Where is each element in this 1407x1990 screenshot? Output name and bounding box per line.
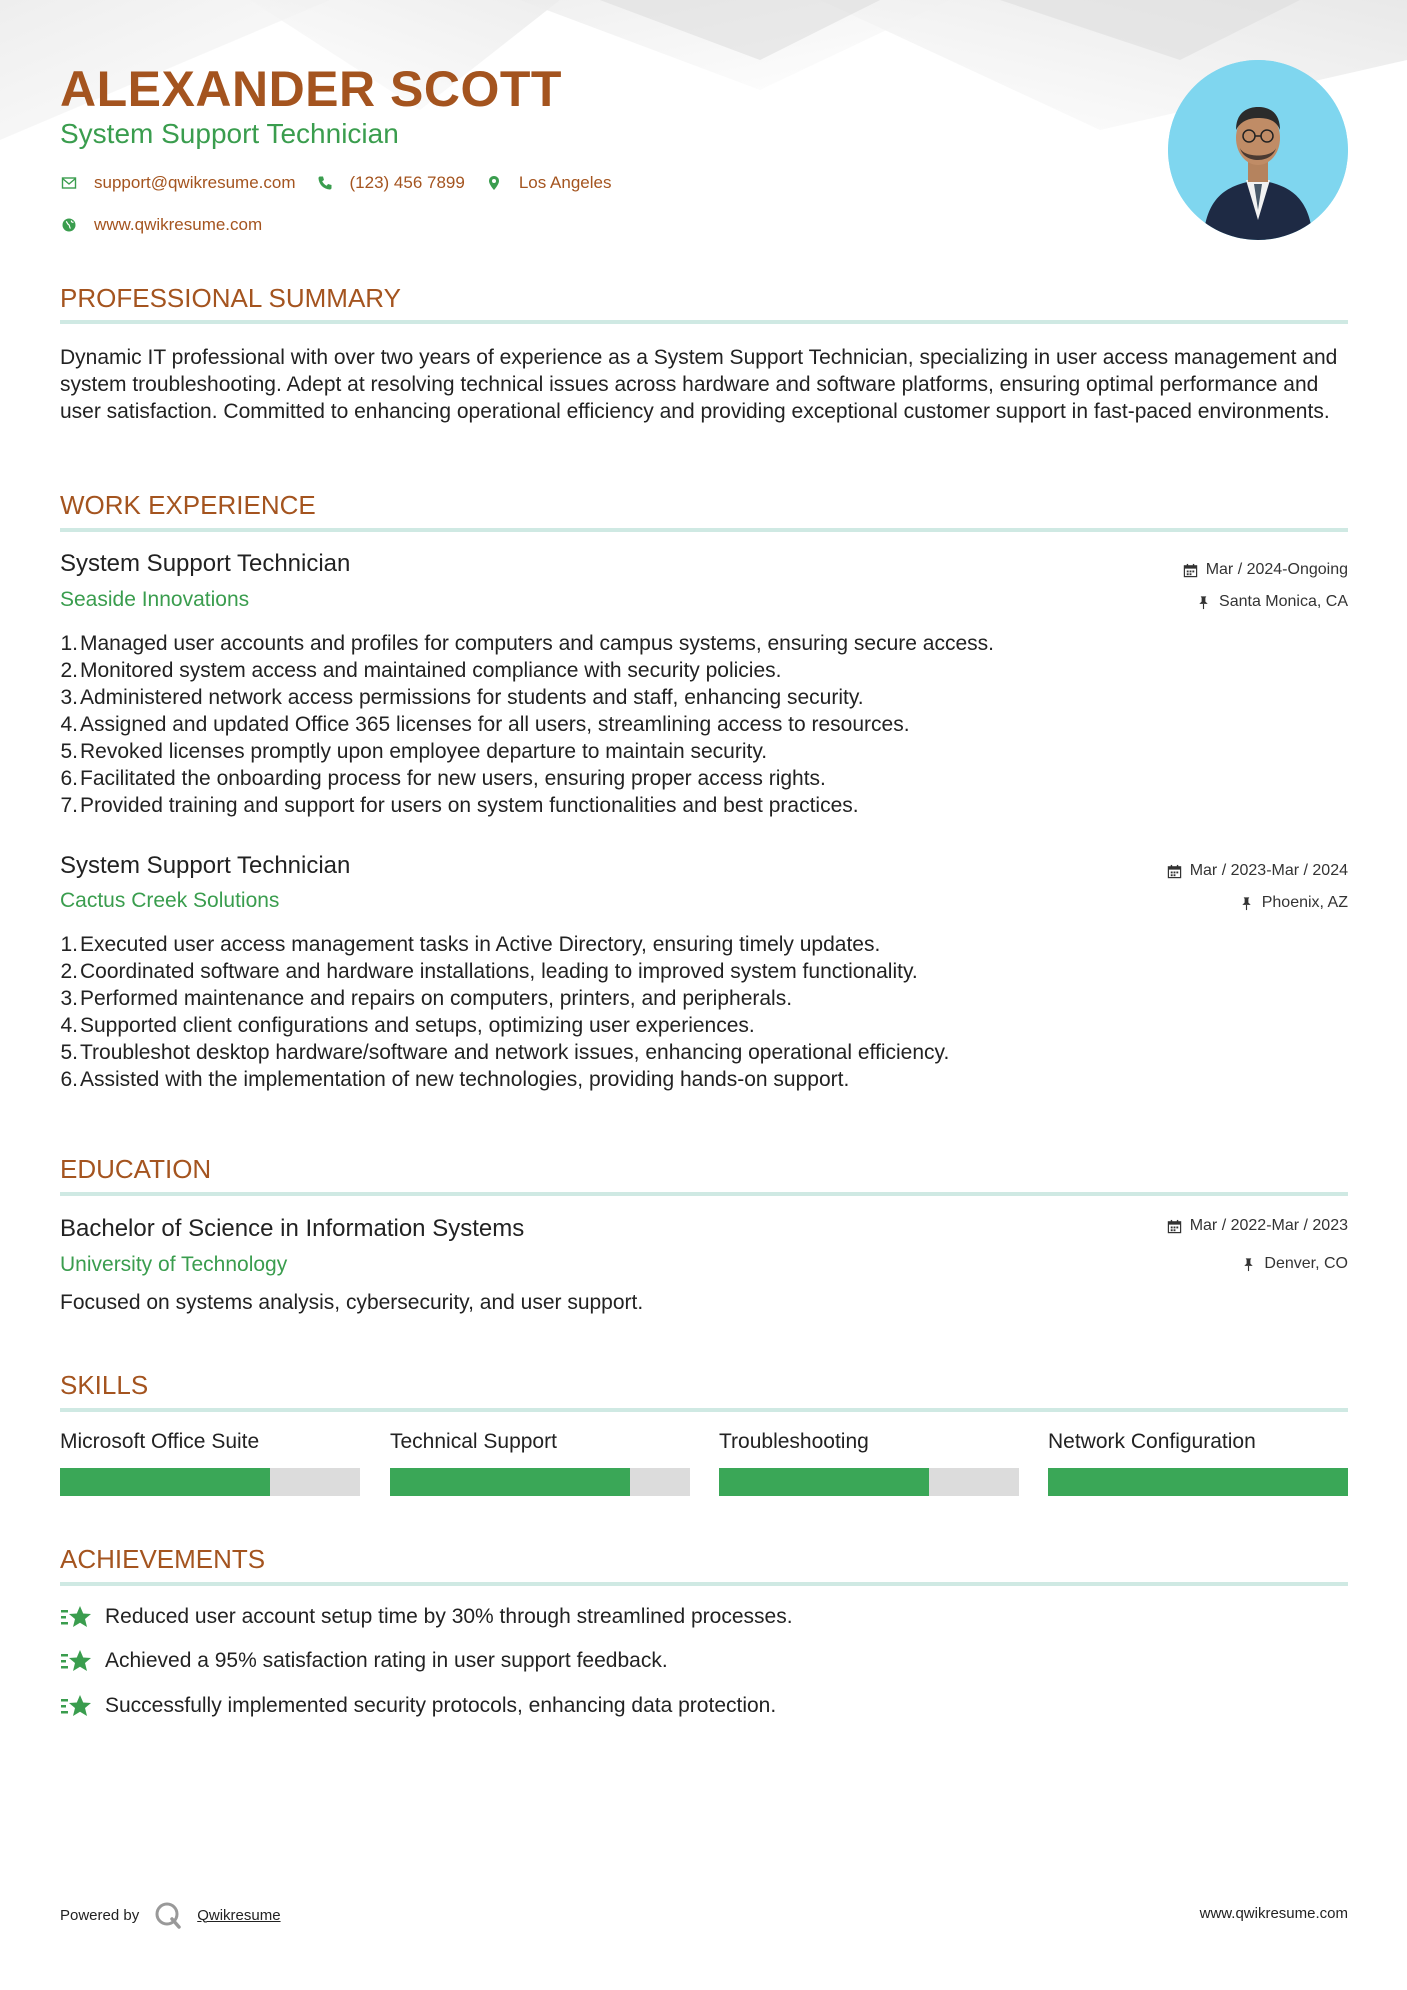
skill-bar [60, 1468, 360, 1496]
pushpin-icon [1241, 1257, 1256, 1272]
globe-icon [60, 216, 78, 234]
list-item: 3. Performed maintenance and repairs on computers, printers, and peripherals. [60, 987, 793, 1010]
summary-heading: PROFESSIONAL SUMMARY [60, 283, 401, 313]
footer-powered-by [60, 1900, 281, 1930]
calendar-icon [1167, 864, 1182, 879]
education-dates-text: Mar / 2022-Mar / 2023 [1189, 1217, 1348, 1234]
skill-bar-fill [719, 1468, 929, 1496]
skill-label: Network Configuration [1048, 1430, 1256, 1453]
powered-by-text: Powered by [60, 1906, 140, 1924]
list-item: 4. Assigned and updated Office 365 licenses for all users, streamlining access to resources. [60, 713, 910, 736]
job-dates [1183, 561, 1348, 579]
website-row [60, 215, 282, 235]
list-item: 1. Executed user access management tasks in Active Directory, ensuring timely updates. [60, 933, 881, 956]
summary-divider [60, 320, 1348, 324]
contact-row [60, 173, 631, 193]
company-name: Seaside Innovations [60, 588, 250, 611]
skill-bar-fill [60, 1468, 270, 1496]
education-location-text: Denver, CO [1264, 1255, 1348, 1272]
qwikresume-logo-icon [153, 1900, 183, 1930]
degree-title: Bachelor of Science in Information Systems [60, 1215, 525, 1242]
map-pin-icon [485, 174, 503, 192]
job-bullets [60, 630, 1348, 819]
list-item: 1. Managed user accounts and profiles for computers and campus systems, ensuring secure access. [60, 632, 994, 655]
achievements-divider [60, 1582, 1348, 1586]
skill-bar [1048, 1468, 1348, 1496]
skill-label: Troubleshooting [719, 1430, 869, 1453]
education-location [1241, 1255, 1348, 1273]
footer-website[interactable]: www.qwikresume.com [1199, 1905, 1348, 1922]
candidate-title: System Support Technician [60, 118, 399, 149]
skill-label: Technical Support [390, 1430, 557, 1453]
skills-heading: SKILLS [60, 1370, 149, 1400]
job-dates [1167, 862, 1348, 880]
skill-bar [719, 1468, 1019, 1496]
job-location-text: Santa Monica, CA [1219, 593, 1348, 610]
job-title: System Support Technician [60, 852, 351, 879]
list-item: 2. Coordinated software and hardware installations, leading to improved system functionality. [60, 960, 918, 983]
candidate-name: ALEXANDER SCOTT [60, 61, 562, 117]
envelope-icon [60, 174, 78, 192]
education-heading: EDUCATION [60, 1154, 212, 1184]
list-item: 6. Assisted with the implementation of new technologies, providing hands-on support. [60, 1068, 850, 1091]
phone-number: (123) 456 7899 [349, 173, 465, 192]
phone-icon [316, 174, 334, 192]
experience-divider [60, 528, 1348, 532]
profile-photo [1168, 60, 1348, 240]
achievement-item: Reduced user account setup time by 30% through streamlined processes. [60, 1604, 793, 1630]
achievements-heading: ACHIEVEMENTS [60, 1544, 266, 1574]
experience-heading: WORK EXPERIENCE [60, 490, 316, 520]
list-item: 5. Troubleshot desktop hardware/software and network issues, enhancing operational efficiency. [60, 1041, 950, 1064]
list-item: 6. Facilitated the onboarding process for new users, ensuring proper access rights. [60, 767, 826, 790]
calendar-icon [1167, 1219, 1182, 1234]
star-icon [60, 1648, 94, 1674]
education-divider [60, 1192, 1348, 1196]
summary-text: Dynamic IT professional with over two years of experience as a System Support Technician, specializing in user access management and system troubleshooting. Adept at resolving technical issues across hardware and software platforms, ensuring optimal performance and user satisfaction. Committed to enhancing operational efficiency and providing exceptional customer support in fast-paced environments. [60, 346, 1338, 423]
achievement-item: Successfully implemented security protocols, enhancing data protection. [60, 1693, 776, 1719]
star-icon [60, 1693, 94, 1719]
skills-divider [60, 1408, 1348, 1412]
job-location [1196, 593, 1348, 611]
job-bullets [60, 931, 1348, 1093]
school-name: University of Technology [60, 1253, 288, 1276]
job-dates-text: Mar / 2023-Mar / 2024 [1189, 862, 1348, 879]
location: Los Angeles [518, 173, 612, 192]
company-name: Cactus Creek Solutions [60, 889, 280, 912]
skill-bar-fill [1048, 1468, 1348, 1496]
list-item: 4. Supported client configurations and setups, optimizing user experiences. [60, 1014, 755, 1037]
job-title: System Support Technician [60, 550, 351, 577]
skill-label: Microsoft Office Suite [60, 1430, 260, 1453]
job-location [1239, 894, 1348, 912]
website-link[interactable]: www.qwikresume.com [94, 215, 263, 234]
list-item: 2. Monitored system access and maintained compliance with security policies. [60, 659, 782, 682]
star-icon [60, 1604, 94, 1630]
list-item: 3. Administered network access permissions for students and staff, enhancing security. [60, 686, 864, 709]
achievement-item: Achieved a 95% satisfaction rating in user support feedback. [60, 1648, 668, 1674]
job-location-text: Phoenix, AZ [1261, 894, 1348, 911]
list-item: 5. Revoked licenses promptly upon employee departure to maintain security. [60, 740, 768, 763]
skill-bar [390, 1468, 690, 1496]
qwikresume-link[interactable]: Qwikresume [197, 1906, 281, 1924]
job-dates-text: Mar / 2024-Ongoing [1205, 561, 1348, 578]
calendar-icon [1183, 563, 1198, 578]
pushpin-icon [1239, 896, 1254, 911]
skill-bar-fill [390, 1468, 630, 1496]
pushpin-icon [1196, 595, 1211, 610]
list-item: 7. Provided training and support for users on system functionalities and best practices. [60, 794, 859, 817]
education-dates [1167, 1217, 1348, 1235]
education-description: Focused on systems analysis, cybersecurity, and user support. [60, 1291, 644, 1314]
email-link[interactable]: support@qwikresume.com [94, 173, 296, 192]
